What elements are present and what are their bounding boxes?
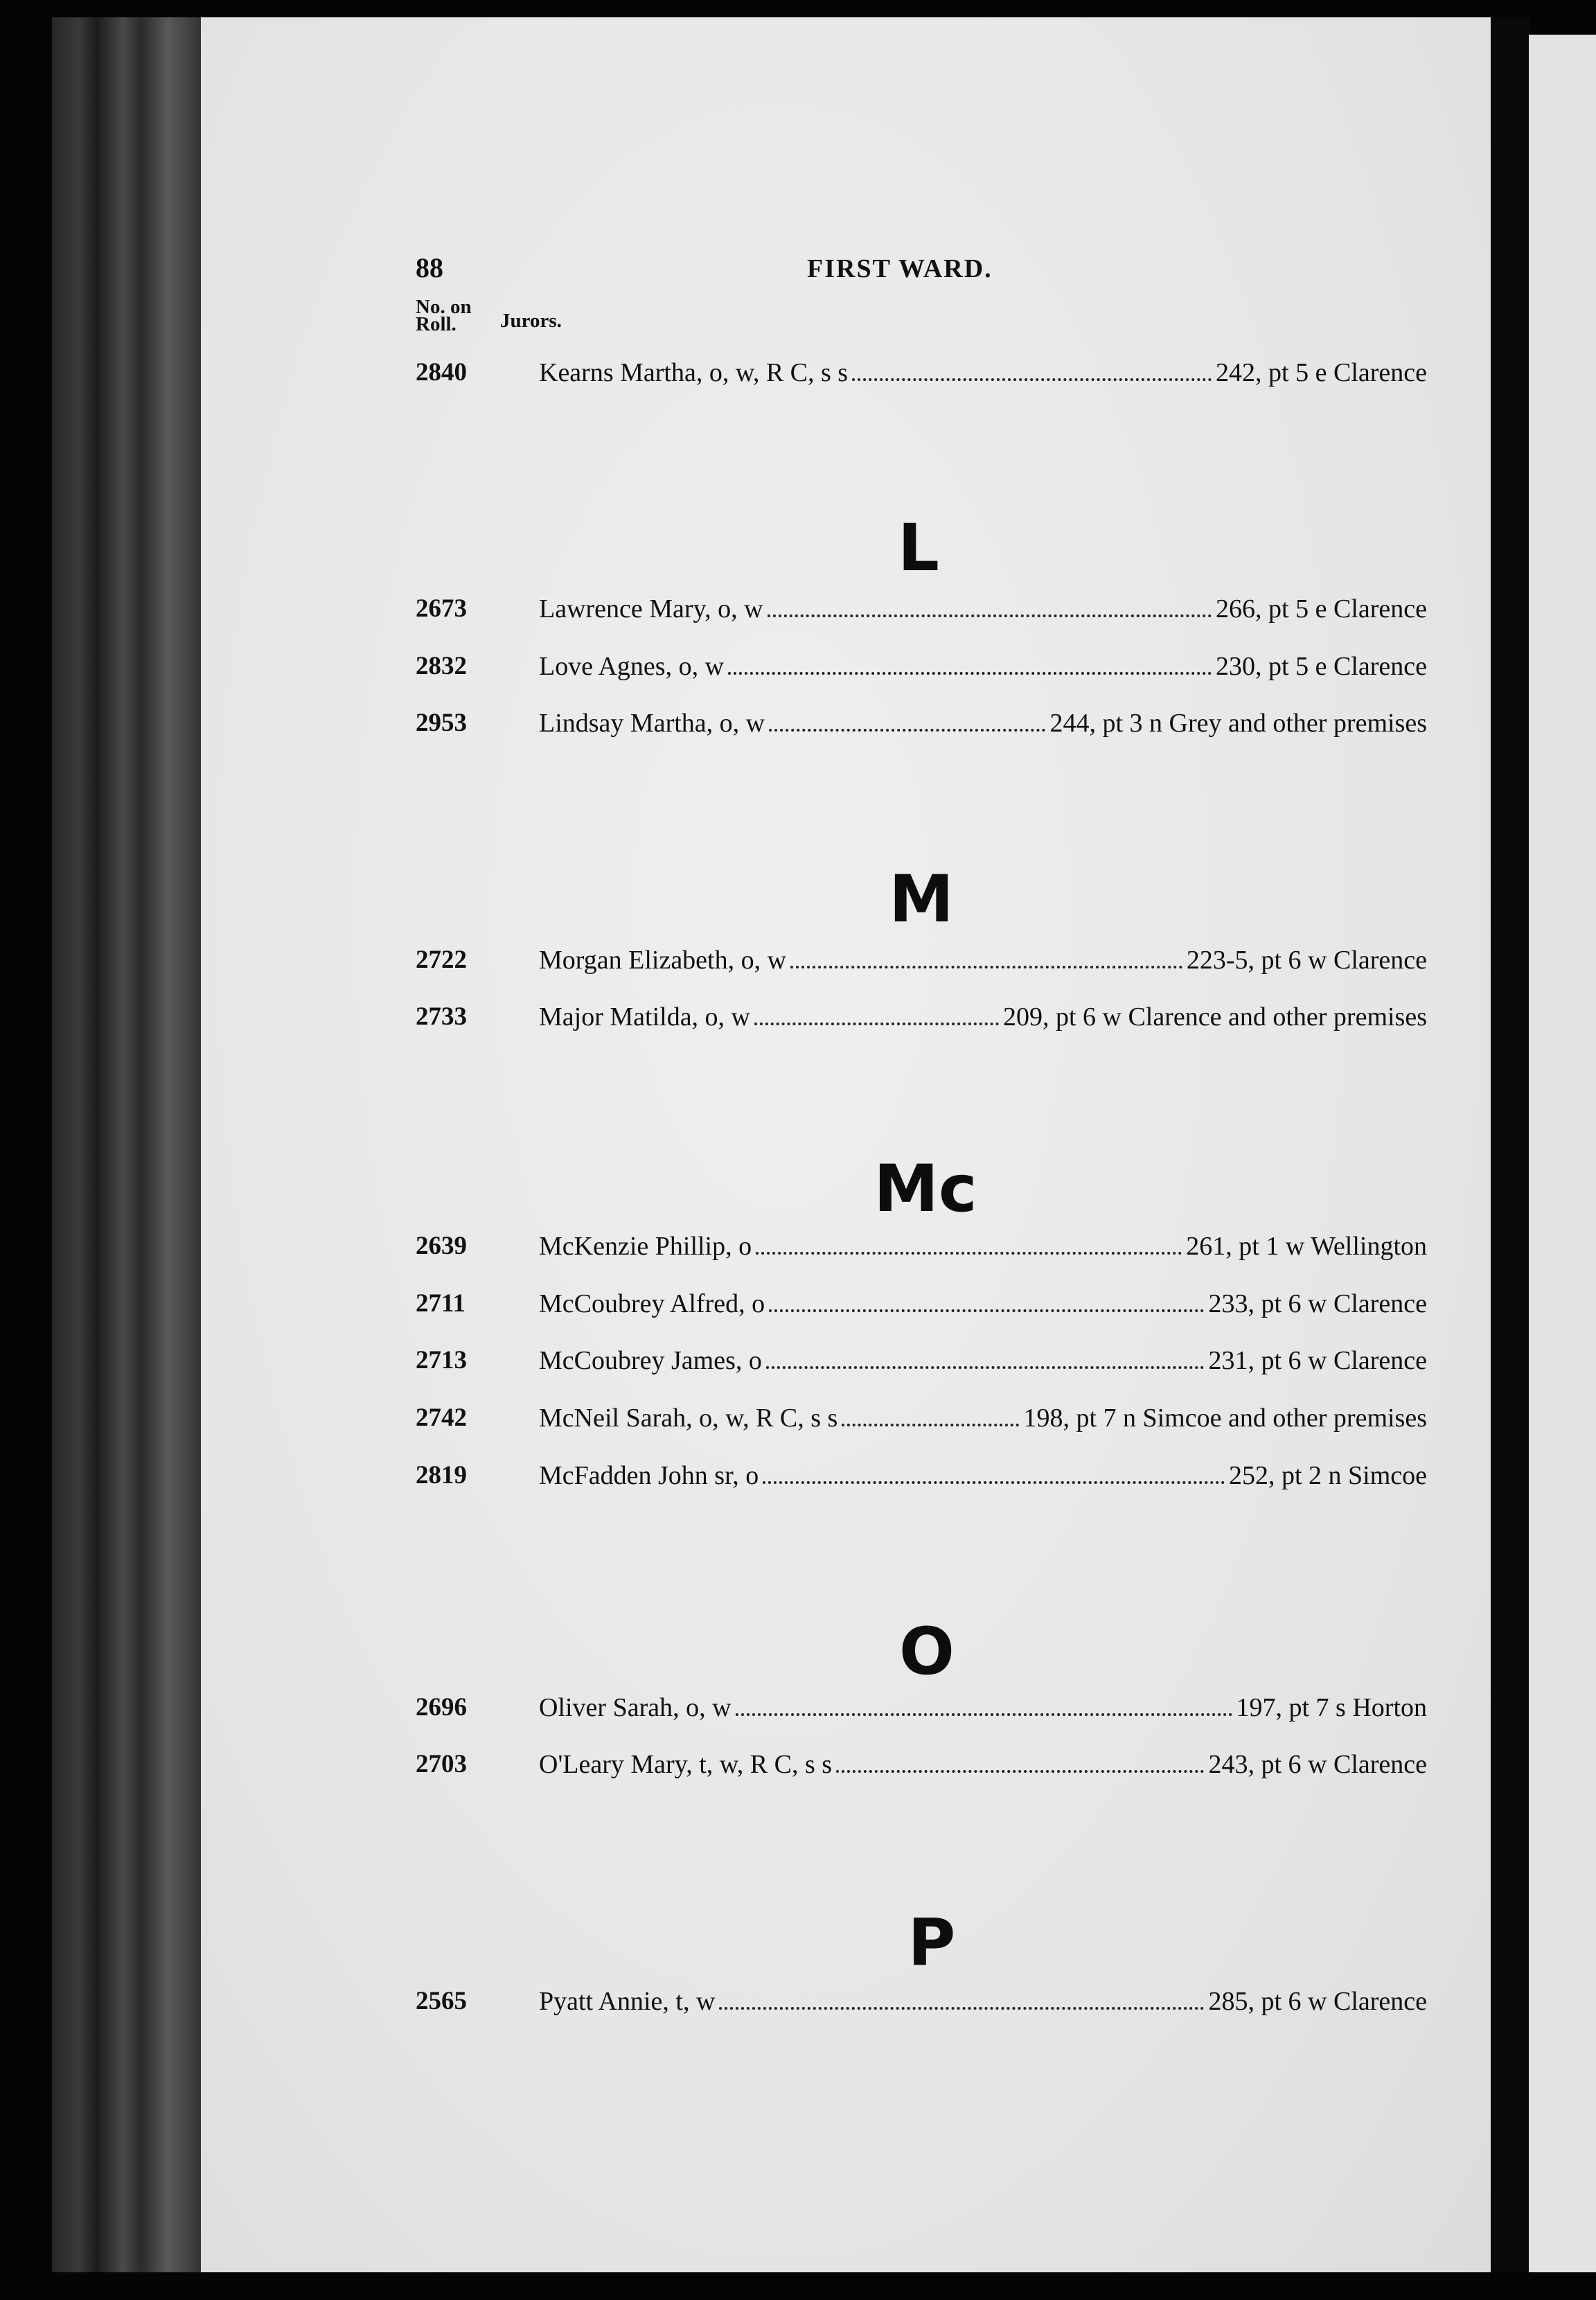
juror-name: McCoubrey Alfred, o — [539, 1289, 765, 1318]
juror-name: McCoubrey James, o — [539, 1346, 762, 1375]
dot-leader — [852, 378, 1212, 381]
property-description: 198, pt 7 n Simcoe and other premises — [1023, 1404, 1427, 1433]
dot-leader — [766, 1366, 1205, 1369]
roll-number: 2711 — [416, 1289, 466, 1318]
book-gutter — [1491, 17, 1529, 2272]
dot-leader — [719, 2007, 1204, 2010]
property-description: 223-5, pt 6 w Clarence — [1186, 946, 1427, 975]
property-description: 242, pt 5 e Clarence — [1216, 358, 1427, 387]
property-description: 233, pt 6 w Clarence — [1208, 1289, 1427, 1318]
juror-name: Major Matilda, o, w — [539, 1002, 751, 1032]
dot-leader — [790, 966, 1182, 968]
column-header-roll — [416, 296, 492, 335]
roll-number: 2819 — [416, 1461, 467, 1489]
dot-leader — [768, 614, 1212, 617]
list-item — [416, 651, 1427, 690]
juror-name: Kearns Martha, o, w, R C, s s — [539, 358, 849, 387]
dot-leader — [763, 1481, 1225, 1484]
property-description: 261, pt 1 w Wellington — [1186, 1232, 1427, 1261]
facing-page-edge — [1529, 35, 1596, 2272]
property-description: 243, pt 6 w Clarence — [1208, 1750, 1427, 1779]
section-letter-mc: Mc — [874, 1151, 977, 1227]
juror-name: Lindsay Martha, o, w — [539, 709, 765, 738]
property-description: 285, pt 6 w Clarence — [1208, 1987, 1427, 2016]
juror-name: Lawrence Mary, o, w — [539, 594, 763, 623]
property-description: 231, pt 6 w Clarence — [1208, 1346, 1427, 1375]
list-item — [416, 708, 1427, 747]
list-item — [416, 1002, 1427, 1041]
property-description: 266, pt 5 e Clarence — [1216, 594, 1427, 623]
roll-number: 2565 — [416, 1987, 467, 2015]
juror-name: Oliver Sarah, o, w — [539, 1693, 732, 1722]
juror-name: O'Leary Mary, t, w, R C, s s — [539, 1750, 833, 1779]
roll-number: 2953 — [416, 709, 467, 737]
roll-number: 2733 — [416, 1002, 467, 1031]
juror-name: Morgan Elizabeth, o, w — [539, 946, 787, 975]
page-number: 88 — [416, 252, 443, 283]
roll-number: 2673 — [416, 594, 467, 623]
list-item — [416, 594, 1427, 632]
dot-leader — [756, 1252, 1182, 1255]
section-letter-m: M — [889, 862, 954, 937]
column-header-jurors: Jurors. — [500, 310, 562, 332]
page-sheet — [201, 17, 1491, 2272]
page-title: FIRST WARD. — [807, 254, 993, 283]
dot-leader — [736, 1713, 1232, 1716]
property-description: 252, pt 2 n Simcoe — [1228, 1461, 1427, 1490]
dot-leader — [836, 1770, 1204, 1773]
list-item — [416, 1460, 1427, 1499]
juror-name: McKenzie Phillip, o — [539, 1232, 752, 1261]
roll-number: 2722 — [416, 946, 467, 974]
list-item — [416, 1692, 1427, 1731]
column-header-roll-label: No. on Roll. — [416, 296, 472, 335]
roll-number: 2840 — [416, 358, 467, 387]
property-description: 209, pt 6 w Clarence and other premises — [1002, 1002, 1427, 1032]
list-item — [416, 1986, 1427, 2025]
list-item — [416, 1231, 1427, 1270]
roll-number: 2742 — [416, 1404, 467, 1432]
section-letter-p: P — [907, 1905, 956, 1981]
list-item — [416, 1289, 1427, 1327]
dot-leader — [769, 1309, 1204, 1312]
list-item — [416, 1749, 1427, 1788]
dot-leader — [728, 672, 1212, 675]
property-description: 230, pt 5 e Clarence — [1216, 652, 1427, 681]
list-item — [416, 1403, 1427, 1442]
section-letter-l: L — [898, 511, 939, 586]
juror-name: Pyatt Annie, t, w — [539, 1987, 716, 2016]
roll-number: 2703 — [416, 1750, 467, 1778]
dot-leader — [769, 729, 1045, 732]
section-letter-o: O — [899, 1614, 955, 1690]
juror-name: McNeil Sarah, o, w, R C, s s — [539, 1404, 838, 1433]
dot-leader — [754, 1023, 999, 1025]
property-description: 244, pt 3 n Grey and other premises — [1049, 709, 1427, 738]
list-item — [416, 357, 1427, 396]
juror-name: Love Agnes, o, w — [539, 652, 725, 681]
dot-leader — [842, 1424, 1019, 1426]
list-item — [416, 945, 1427, 984]
property-description: 197, pt 7 s Horton — [1236, 1693, 1427, 1722]
roll-number: 2832 — [416, 652, 467, 680]
book-page-edges — [52, 17, 201, 2272]
roll-number: 2713 — [416, 1346, 467, 1374]
roll-number: 2639 — [416, 1232, 467, 1260]
juror-name: McFadden John sr, o — [539, 1461, 759, 1490]
roll-number: 2696 — [416, 1693, 467, 1722]
list-item — [416, 1345, 1427, 1384]
